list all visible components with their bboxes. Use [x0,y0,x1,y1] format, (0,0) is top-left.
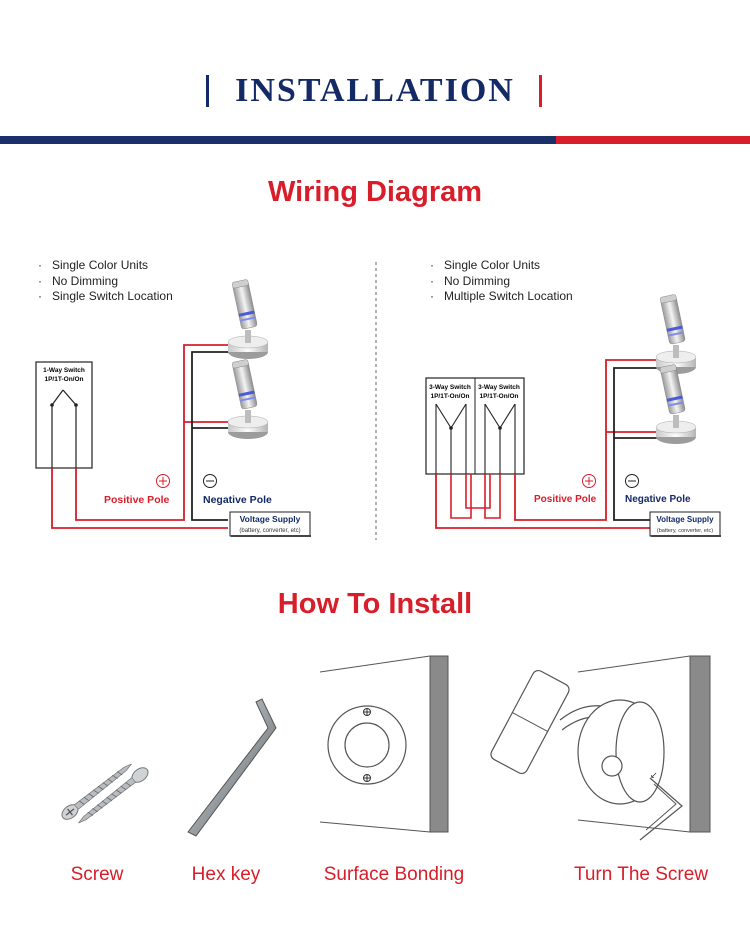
list-item: · Single Color Units [38,258,149,272]
lamp-icon [228,359,268,439]
screw-icon [59,759,151,827]
list-item: · Multiple Switch Location [430,289,573,303]
turn-screw-icon [489,656,710,840]
surface-bonding-icon [320,656,448,832]
lamp-icon [656,294,696,374]
step-caption-surface-bonding: Surface Bonding [323,864,465,885]
switch2-title: 3-Way Switch [478,384,520,391]
lamp-icon [656,364,696,444]
positive-pole-label: Positive Pole [104,494,170,506]
voltage-supply-label: Voltage Supply [656,515,714,524]
voltage-supply-sub: (battery, converter, etc) [656,528,714,534]
page-title: INSTALLATION [235,72,515,109]
switch1-title: 3-Way Switch [429,384,471,391]
list-item: · No Dimming [38,273,119,288]
lamp-icon [228,279,268,359]
voltage-supply-label: Voltage Supply [239,514,301,524]
switch2-subtitle: 1P/1T-On/On [479,393,519,400]
negative-pole-label: Negative Pole [625,494,691,505]
list-item: · Single Color Units [430,258,541,272]
positive-pole-label: Positive Pole [534,494,597,505]
svg-text:↙: ↙ [650,770,658,780]
list-item: · No Dimming [430,273,511,288]
how-to-install-title: How To Install [277,588,473,620]
right-wiring-diagram [426,294,721,537]
switch1-subtitle: 1P/1T-On/On [430,393,470,400]
step-caption-turn-screw: Turn The Screw [573,864,709,885]
step-caption-screw: Screw [70,864,124,885]
step-caption-hex-key: Hex key [191,864,261,885]
hex-key-icon [188,699,276,836]
voltage-supply-sub: (battery, converter, etc) [239,528,301,534]
switch-subtitle: 1P/1T-On/On [44,376,84,383]
negative-pole-label: Negative Pole [203,494,272,506]
left-wiring-diagram [36,279,311,537]
list-item: · Single Switch Location [38,289,173,303]
switch-title: 1-Way Switch [43,367,85,374]
wiring-diagram-title: Wiring Diagram [267,176,483,208]
